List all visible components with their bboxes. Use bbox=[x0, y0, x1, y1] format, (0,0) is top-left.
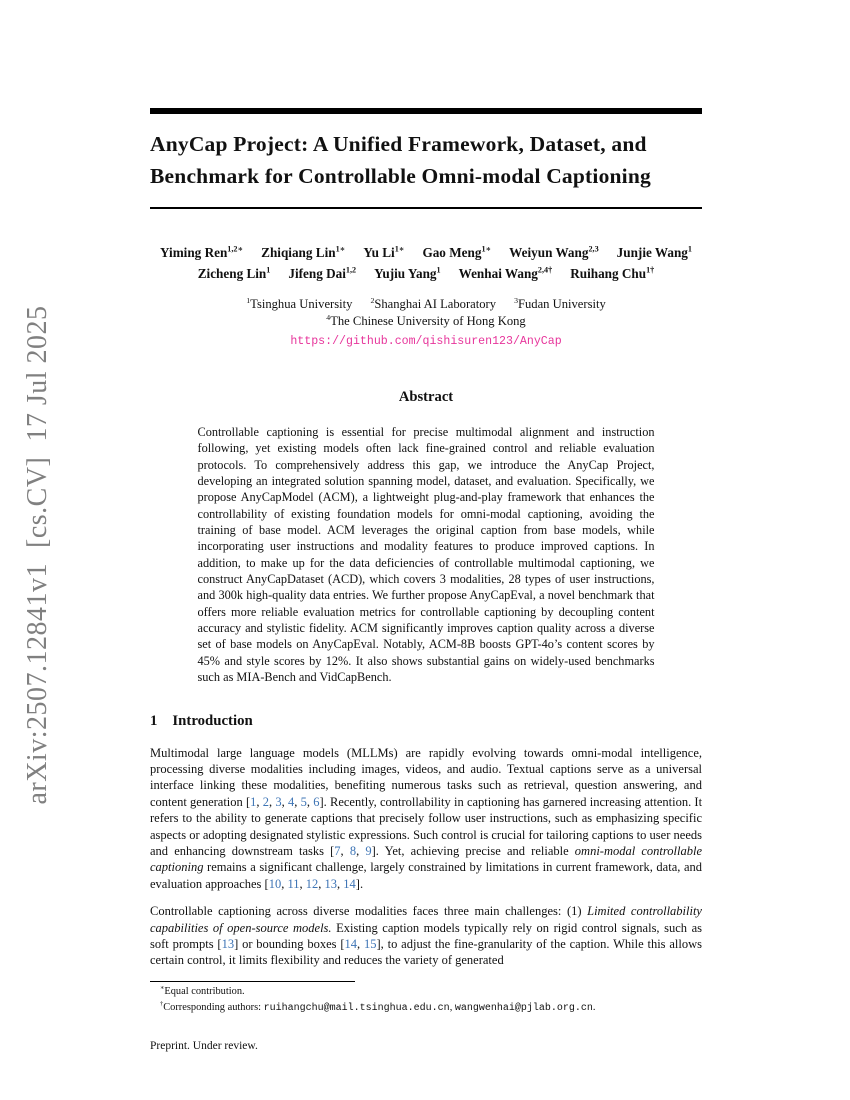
author-name: Wenhai Wang$^{2,4\dagger}$ bbox=[458, 265, 553, 281]
abstract-text: Controllable captioning is essential for precise multimodal alignment and instruction following, yet existing models often lack fine-grained control and reliable evaluation protocols. To comprehensively address this gap, we introduce the AnyCap Project, developing an integrated solution spanning model, dataset, and evaluation. Specifically, we propose AnyCapModel (ACM), a lightweight plug-and-play framework that enhances the controllability of existing foundation models for omni-modal captioning, avoiding the training of base model. ACM leverages the original caption from base models, while incorporating user instructions and modality features to produce improved captions. In addition, to make up for the data deficiencies of controllable multimodal captioning, we construct AnyCapDataset (ACD), which covers 3 modalities, 28 types of user instructions, and 300k high-quality data entries. We further propose AnyCapEval, a novel benchmark that offers more reliable evaluation metrics for controllable captioning by decoupling content accuracy and stylistic fidelity. ACM significantly improves caption quality across a diverse set of base models on AnyCapEval. Notably, ACM-8B boosts GPT-4o’s content scores by 45% and style scores by 12%. It also shows substantial gains on widely-used benchmarks such as MIA-Bench and VidCapBench. bbox=[197, 425, 655, 685]
author-name: Junjie Wang$^1$ bbox=[616, 244, 692, 260]
citation-link[interactable]: 1 bbox=[250, 794, 257, 809]
footnote-corresponding-authors bbox=[150, 1001, 702, 1016]
author-name: Yiming Ren$^{1,2∗}$ bbox=[160, 244, 244, 260]
affiliation-block bbox=[150, 296, 702, 329]
author-name: Zhiqiang Lin$^{1∗}$ bbox=[261, 244, 346, 260]
title-rule-bottom bbox=[150, 207, 702, 209]
author-line-1 bbox=[150, 242, 702, 263]
author-name: Weiyun Wang$^{2,3}$ bbox=[509, 244, 599, 260]
citation-link[interactable]: 13 bbox=[221, 936, 235, 951]
footnote-equal-text: Equal contribution. bbox=[164, 985, 245, 997]
footnote-rule bbox=[150, 981, 355, 982]
footnote-marker-dagger: † bbox=[160, 1000, 164, 1008]
citation-link[interactable]: 2 bbox=[262, 794, 270, 809]
affiliation: $^3$Fudan University bbox=[514, 295, 606, 311]
title-rule-top bbox=[150, 108, 702, 114]
citation-link[interactable]: 7 bbox=[334, 843, 341, 858]
author-name: Gao Meng$^{1∗}$ bbox=[422, 244, 492, 260]
citation-link[interactable]: 3 bbox=[275, 794, 282, 809]
author-name: Zicheng Lin$^1$ bbox=[197, 265, 271, 281]
citation-link[interactable]: 4 bbox=[288, 794, 295, 809]
body-text: . Yet, achieving precise and reliable bbox=[375, 843, 575, 858]
author-line-2 bbox=[150, 263, 702, 284]
body-text: Multimodal large language models (MLLMs) are rapidly evolving towards omni-modal intelligence, processing diverse modalities including images, videos, and audio. Textual captions serve as a universal interface linking these modalities, benefiting numerous tasks such as retrieval, question answering, and content generation bbox=[150, 745, 702, 809]
body-text: . Recently, controllability in captioning has garnered increasing attention. It refers to the ability to generate captions that precisely follow user instructions, such as emphasizing specific aspects or adopting designated stylistic expressions. Such control is crucial for tailoring captions to user needs and enhancing downstream tasks bbox=[150, 794, 703, 858]
preprint-note: Preprint. Under review. bbox=[150, 1039, 258, 1052]
citation-link[interactable]: 14 bbox=[344, 936, 358, 951]
affiliation-line-2 bbox=[150, 313, 702, 330]
citation-link[interactable]: 6 bbox=[313, 794, 320, 809]
citation-link[interactable]: 8 bbox=[349, 843, 357, 858]
section-title: Introduction bbox=[172, 712, 253, 729]
arxiv-watermark: arXiv:2507.12841v1 [cs.CV] 17 Jul 2025 bbox=[22, 305, 53, 805]
body-text: , to adjust the fine-granularity of the caption. While this allows certain control, it limits flexibility and reduces the variety of generated bbox=[150, 936, 702, 968]
abstract-heading: Abstract bbox=[398, 389, 454, 405]
body-text: Controllable captioning across diverse modalities faces three main challenges: (1) bbox=[150, 904, 588, 919]
author-block bbox=[150, 242, 702, 284]
citation-link[interactable]: 9 bbox=[365, 843, 372, 858]
citation-link[interactable]: 12 bbox=[305, 876, 319, 891]
citation-link[interactable]: 14 bbox=[343, 876, 356, 891]
body-text: remains a significant challenge, largely constrained by limitations in current framework, data, and evaluation approaches bbox=[150, 860, 702, 891]
emphasized-text: Limited controllability capabilities of open-source models. bbox=[150, 904, 702, 935]
author-name: Jifeng Dai$^{1,2}$ bbox=[288, 265, 357, 281]
affiliation: $^2$Shanghai AI Laboratory bbox=[370, 295, 497, 311]
citation-link[interactable]: 10 bbox=[268, 876, 282, 891]
email-separator: , bbox=[449, 1002, 455, 1014]
affiliation-line-1 bbox=[150, 296, 702, 313]
body-text: or bounding boxes bbox=[238, 936, 341, 951]
title-line-2: Benchmark for Controllable Omni-modal Captioning bbox=[150, 164, 651, 188]
citation-link[interactable]: 5 bbox=[300, 794, 307, 809]
github-repo-link[interactable]: https://github.com/qishisuren123/AnyCap bbox=[290, 335, 562, 348]
paper-title bbox=[150, 128, 702, 192]
intro-paragraph-2: Controllable captioning across diverse modalities faces three main challenges: (1) Limited controllability capabilities of open-source models. Existing caption models typically rely on rigid control signals, such as soft prompts [13] or bounding boxes [14, 15], to adjust the fine-granularity of the caption. While this allows certain control, it limits flexibility and reduces the variety of generated bbox=[150, 904, 702, 968]
title-line-1: AnyCap Project: A Unified Framework, Dataset, and bbox=[150, 132, 647, 156]
footnote-corresponding-suffix: . bbox=[592, 1002, 596, 1014]
author-name: Yu $Li^{1∗}$ bbox=[363, 244, 405, 260]
footnote-equal-contribution bbox=[150, 985, 702, 999]
affiliation: $^4$The Chinese University of Hong Kong bbox=[326, 312, 526, 328]
body-text: . bbox=[359, 876, 364, 891]
footnote-corresponding-prefix: Corresponding authors: bbox=[163, 1002, 264, 1014]
intro-paragraph-1: Multimodal large language models (MLLMs) are rapidly evolving towards omni-modal intelligence, processing diverse modalities including images, videos, and audio. Textual captions serve as a universal interface linking these modalities, benefiting numerous tasks such as retrieval, question answering, and content generation [1, 2, 3, 4, 5, 6]. Recently, controllability in captioning has garnered increasing attention. It refers to the ability to generate captions that precisely follow user instructions, such as emphasizing specific aspects or adopting designated stylistic expressions. Such control is crucial for tailoring captions to user needs and enhancing downstream tasks [7, 8, 9]. Yet, achieving precise and reliable omni-modal controllable captioning remains a significant challenge, largely constrained by limitations in current framework, data, and evaluation approaches [10, 11, 12, 13, 14]. bbox=[150, 745, 703, 891]
affiliation: $^1$Tsinghua University bbox=[246, 295, 353, 311]
citation-link[interactable]: 13 bbox=[324, 876, 338, 891]
corresponding-email-1[interactable]: ruihangchu@mail.tsinghua.edu.cn bbox=[263, 1003, 450, 1015]
body-text: Existing caption models typically rely on rigid control signals, such as soft prompts bbox=[150, 920, 702, 951]
paper-content bbox=[150, 0, 702, 1052]
corresponding-email-2[interactable]: wangwenhai@pjlab.org.cn bbox=[454, 1003, 593, 1015]
citation-link[interactable]: 15 bbox=[364, 936, 377, 951]
emphasized-text: omni-modal controllable captioning bbox=[150, 843, 703, 875]
section-number: 1 bbox=[150, 712, 158, 729]
project-link-line bbox=[150, 331, 702, 349]
section-heading-introduction bbox=[150, 713, 702, 730]
footnote-marker-asterisk: ∗ bbox=[160, 984, 165, 992]
author-name: Ruihang Chu$^{1\dagger}$ bbox=[570, 265, 655, 281]
citation-link[interactable]: 11 bbox=[287, 876, 300, 891]
author-name: Yujiu Yang$^1$ bbox=[374, 265, 441, 281]
